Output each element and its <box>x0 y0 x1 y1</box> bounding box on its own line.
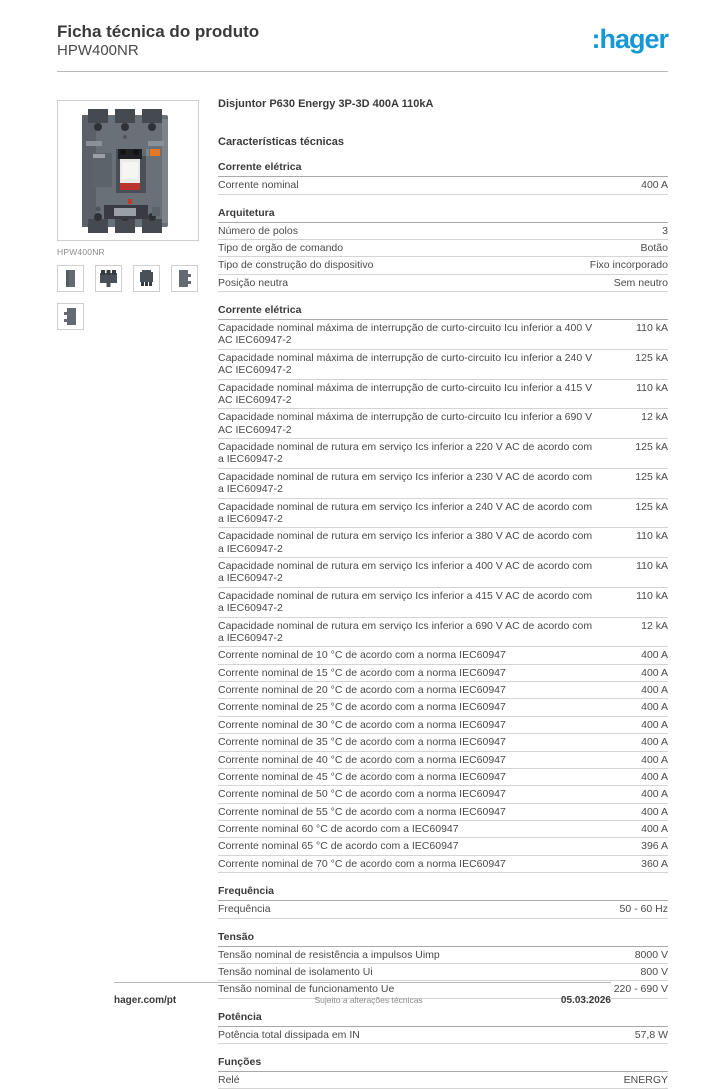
spec-value: 110 kA <box>636 560 668 573</box>
spec-sections <box>218 161 668 1089</box>
spec-label: Capacidade nominal máxima de interrupção de curto-circuito Icu inferior a 690 V AC IEC60947-2 <box>218 411 593 436</box>
spec-label: Corrente nominal de 20 °C de acordo com a norma IEC60947 <box>218 684 506 697</box>
spec-label: Tensão nominal de funcionamento Ue <box>218 983 395 996</box>
spec-row <box>218 947 668 964</box>
footer-website-link[interactable]: hager.com/pt <box>114 995 177 1006</box>
spec-row <box>218 734 668 751</box>
spec-value: 125 kA <box>635 470 668 483</box>
spec-row <box>218 1072 668 1089</box>
section-title: Frequência <box>218 885 668 901</box>
spec-row <box>218 223 668 240</box>
thumbnail-bottom-view-icon <box>133 265 160 292</box>
spec-value: 3 <box>662 224 668 237</box>
footer-divider <box>114 982 611 983</box>
spec-row <box>218 320 668 350</box>
spec-row <box>218 901 668 918</box>
spec-label: Capacidade nominal de rutura em serviço Ics inferior a 415 V AC de acordo com a IEC60947-2 <box>218 589 593 615</box>
spec-section <box>218 207 668 293</box>
spec-row <box>218 786 668 803</box>
spec-row <box>218 380 668 410</box>
spec-row <box>218 257 668 274</box>
spec-label: Corrente nominal <box>218 179 299 192</box>
spec-row <box>218 752 668 769</box>
spec-value: 400 A <box>641 684 668 697</box>
spec-row <box>218 499 668 529</box>
thumbnail-top-view-icon <box>95 265 122 292</box>
spec-label: Tipo de orgão de comando <box>218 241 344 254</box>
section-title: Corrente elétrica <box>218 161 668 177</box>
spec-label: Corrente nominal de 10 °C de acordo com a norma IEC60947 <box>218 649 506 662</box>
spec-value: 220 - 690 V <box>613 983 668 996</box>
spec-row <box>218 699 668 716</box>
spec-row <box>218 350 668 380</box>
section-rows <box>218 223 668 293</box>
spec-value: 400 A <box>641 823 668 836</box>
thumbnail-side-left-view-icon <box>57 303 84 330</box>
spec-section <box>218 1056 668 1089</box>
spec-row <box>218 528 668 558</box>
spec-label: Corrente nominal de 35 °C de acordo com a norma IEC60947 <box>218 736 506 749</box>
section-title: Tensão <box>218 931 668 947</box>
spec-section <box>218 161 668 194</box>
spec-value: Botão <box>640 241 668 254</box>
section-rows <box>218 177 668 194</box>
spec-label: Corrente nominal de 30 °C de acordo com a norma IEC60947 <box>218 718 506 731</box>
section-rows <box>218 901 668 918</box>
spec-row <box>218 558 668 588</box>
section-rows <box>218 320 668 873</box>
circuit-breaker-photo <box>68 105 188 237</box>
section-title: Corrente elétrica <box>218 304 668 320</box>
spec-label: Corrente nominal de 25 °C de acordo com a norma IEC60947 <box>218 701 506 714</box>
spec-value: 12 kA <box>641 619 668 632</box>
spec-value: 110 kA <box>636 530 668 543</box>
spec-label: Corrente nominal de 70 °C de acordo com a norma IEC60947 <box>218 857 506 870</box>
thumbnail-front-view-icon <box>57 265 84 292</box>
spec-label: Capacidade nominal máxima de interrupção de curto-circuito Icu inferior a 400 V AC IEC60947-2 <box>218 322 593 347</box>
spec-value: 400 A <box>641 718 668 731</box>
spec-label: Potência total dissipada em IN <box>218 1028 360 1041</box>
spec-value: 125 kA <box>635 351 668 364</box>
spec-row <box>218 665 668 682</box>
footer-date: 05.03.2026 <box>560 995 611 1006</box>
spec-label: Frequência <box>218 903 271 916</box>
spec-column <box>218 98 668 1089</box>
spec-label: Corrente nominal 65 °C de acordo com a IEC60947 <box>218 840 459 853</box>
spec-label: Corrente nominal de 45 °C de acordo com a norma IEC60947 <box>218 770 506 783</box>
spec-row <box>218 769 668 786</box>
spec-value: 400 A <box>641 770 668 783</box>
spec-value: 12 kA <box>641 411 668 424</box>
section-title: Arquitetura <box>218 207 668 223</box>
doc-title: Ficha técnica do produto <box>57 22 260 41</box>
characteristics-title: Características técnicas <box>218 136 344 149</box>
view-thumbnails <box>57 265 207 330</box>
spec-label: Corrente nominal 60 °C de acordo com a IEC60947 <box>218 823 459 836</box>
spec-value: 400 A <box>641 753 668 766</box>
spec-value: 400 A <box>641 179 668 192</box>
footer <box>114 982 611 1006</box>
spec-row <box>218 804 668 821</box>
spec-row <box>218 647 668 664</box>
spec-value: 125 kA <box>635 441 668 454</box>
spec-value: 400 A <box>641 701 668 714</box>
spec-section <box>218 1011 668 1044</box>
spec-value: 400 A <box>641 736 668 749</box>
spec-row <box>218 409 668 439</box>
thumbnail-side-right-view-icon <box>171 265 198 292</box>
spec-value: 400 A <box>641 788 668 801</box>
spec-label: Tensão nominal de resistência a impulsos Uimp <box>218 948 440 961</box>
header <box>57 0 668 61</box>
spec-value: ENERGY <box>623 1074 668 1087</box>
spec-row <box>218 439 668 469</box>
spec-value: 125 kA <box>635 500 668 513</box>
spec-value: 57,8 W <box>634 1028 668 1041</box>
spec-label: Tensão nominal de isolamento Ui <box>218 965 373 978</box>
spec-label: Capacidade nominal de rutura em serviço Ics inferior a 220 V AC de acordo com a IEC60947-2 <box>218 441 593 466</box>
spec-value: 110 kA <box>636 589 668 602</box>
spec-label: Capacidade nominal máxima de interrupção de curto-circuito Icu inferior a 240 V AC IEC60947-2 <box>218 351 593 377</box>
spec-label: Corrente nominal de 55 °C de acordo com a norma IEC60947 <box>218 805 506 818</box>
hager-logo: :hager <box>591 24 668 54</box>
spec-value: Fixo incorporado <box>589 259 668 272</box>
spec-value: 8000 V <box>634 948 668 961</box>
spec-row <box>218 717 668 734</box>
spec-label: Capacidade nominal máxima de interrupção de curto-circuito Icu inferior a 415 V AC IEC60947-2 <box>218 381 593 406</box>
spec-label: Corrente nominal de 15 °C de acordo com a norma IEC60947 <box>218 666 506 679</box>
spec-value: 110 kA <box>636 322 668 335</box>
spec-label: Capacidade nominal de rutura em serviço Ics inferior a 230 V AC de acordo com a IEC60947-2 <box>218 470 593 496</box>
product-image-column <box>57 100 202 330</box>
spec-value: 396 A <box>641 840 668 853</box>
spec-value: 360 A <box>641 857 668 870</box>
spec-section <box>218 885 668 918</box>
spec-value: 50 - 60 Hz <box>619 903 668 916</box>
spec-label: Capacidade nominal de rutura em serviço Ics inferior a 690 V AC de acordo com a IEC60947-2 <box>218 619 593 644</box>
spec-row <box>218 177 668 194</box>
datasheet-page <box>57 0 668 1087</box>
spec-value: 400 A <box>641 666 668 679</box>
spec-label: Capacidade nominal de rutura em serviço Ics inferior a 240 V AC de acordo com a IEC60947-2 <box>218 500 593 525</box>
spec-value: 110 kA <box>636 381 668 394</box>
section-rows <box>218 1072 668 1089</box>
spec-row <box>218 682 668 699</box>
spec-value: 400 A <box>641 805 668 818</box>
spec-row <box>218 618 668 648</box>
spec-label: Corrente nominal de 40 °C de acordo com a norma IEC60947 <box>218 753 506 766</box>
spec-row <box>218 275 668 292</box>
spec-label: Número de polos <box>218 224 298 237</box>
product-reference: HPW400NR <box>57 42 139 60</box>
spec-label: Capacidade nominal de rutura em serviço Ics inferior a 400 V AC de acordo com a IEC60947-2 <box>218 560 593 585</box>
product-photo-frame <box>57 100 199 241</box>
spec-label: Posição neutra <box>218 276 289 289</box>
section-title: Funções <box>218 1056 668 1072</box>
spec-label: Corrente nominal de 50 °C de acordo com a norma IEC60947 <box>218 788 506 801</box>
footer-disclaimer: Sujeito a alterações técnicas <box>314 995 423 1005</box>
spec-row <box>218 1027 668 1044</box>
product-name: Disjuntor P630 Energy 3P-3D 400A 110kA <box>218 98 434 111</box>
section-title: Potência <box>218 1011 668 1027</box>
spec-row <box>218 964 668 981</box>
section-rows <box>218 1027 668 1044</box>
spec-row <box>218 588 668 618</box>
spec-section <box>218 304 668 873</box>
spec-value: Sem neutro <box>613 276 668 289</box>
spec-row <box>218 856 668 873</box>
product-photo-caption: HPW400NR <box>57 247 105 258</box>
spec-label: Relé <box>218 1074 240 1087</box>
spec-label: Tipo de construção do dispositivo <box>218 259 374 272</box>
spec-row <box>218 838 668 855</box>
spec-row <box>218 469 668 499</box>
main-content <box>57 98 668 1089</box>
spec-label: Capacidade nominal de rutura em serviço Ics inferior a 380 V AC de acordo com a IEC60947-2 <box>218 530 593 555</box>
spec-row <box>218 240 668 257</box>
spec-value: 800 V <box>640 965 668 978</box>
spec-value: 400 A <box>641 649 668 662</box>
header-divider <box>57 71 668 72</box>
spec-row <box>218 821 668 838</box>
